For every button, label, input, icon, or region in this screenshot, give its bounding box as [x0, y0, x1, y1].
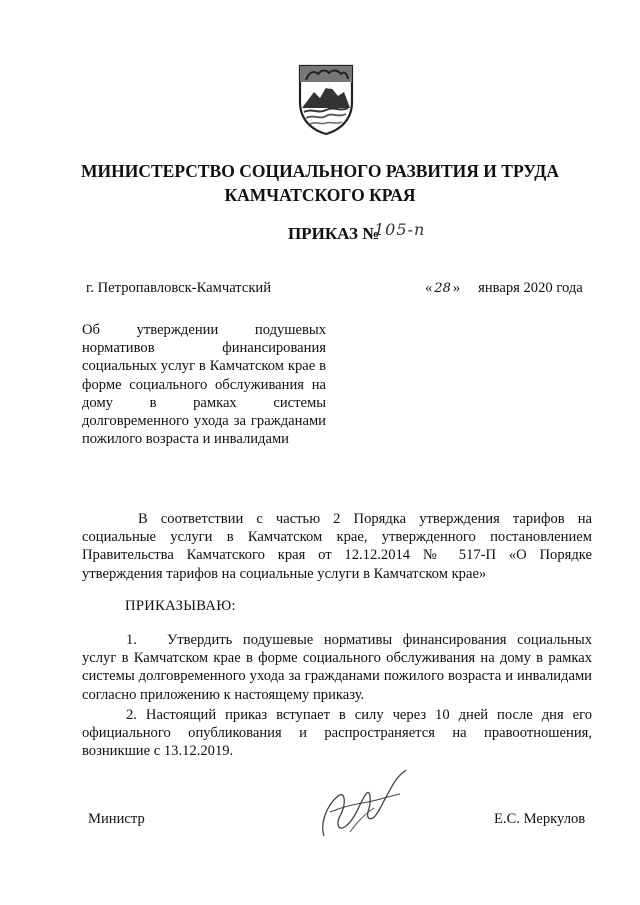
coat-of-arms-icon	[296, 62, 356, 136]
order-item-2	[82, 706, 592, 761]
item-text: Утвердить подушевые нормативы финансирования социальных услуг в Камчатском крае в форме социального обслуживания на дому в рамках системы долговременного ухода за гражданами пожилого возраста и инвалидами согласно приложению к настоящему приказу.	[82, 632, 592, 703]
signature-icon	[316, 766, 416, 844]
date-day-handwritten: 28	[434, 281, 451, 296]
ministry-title-line1: МИНИСТЕРСТВО СОЦИАЛЬНОГО РАЗВИТИЯ И ТРУДА	[81, 161, 559, 181]
item-number: 2.	[126, 707, 137, 723]
city: г. Петропавловск-Камчатский	[86, 280, 272, 296]
item-text: Настоящий приказ вступает в силу через 10 дней после дня его официального опубликования и распространяется на правоотношения, возникшие с 13.12.2019.	[82, 707, 592, 760]
signatory-name: Е.С. Меркулов	[494, 811, 586, 827]
item-number: 1.	[126, 632, 137, 648]
order-item-1	[82, 631, 592, 704]
date-quote-close: »	[452, 280, 461, 296]
order-label: ПРИКАЗ №	[288, 224, 380, 243]
order-subject: Об утверждении подушевых нормативов финансирования социальных услуг в Камчатском крае в форме социального обслуживания на дому в рамках системы долговременного ухода за гражданами пожилого возраста и инвалидами	[82, 322, 326, 448]
signatory-position: Министр	[88, 811, 145, 827]
date-quote-open: «	[425, 280, 433, 296]
order-word: ПРИКАЗЫВАЮ:	[125, 598, 236, 614]
date-month-year: января 2020 года	[478, 280, 583, 296]
order-number-handwritten: 105-п	[374, 220, 426, 239]
ministry-title-line2: КАМЧАТСКОГО КРАЯ	[224, 185, 416, 205]
preamble-paragraph: В соответствии с частью 2 Порядка утверждения тарифов на социальные услуги в Камчатском крае, утвержденного постановлением Правительства Камчатского края от 12.12.2014 № 517-П «О Порядке утверждения тарифов на социальные услуги в Камчатском крае»	[82, 511, 592, 582]
order-date	[425, 279, 583, 298]
